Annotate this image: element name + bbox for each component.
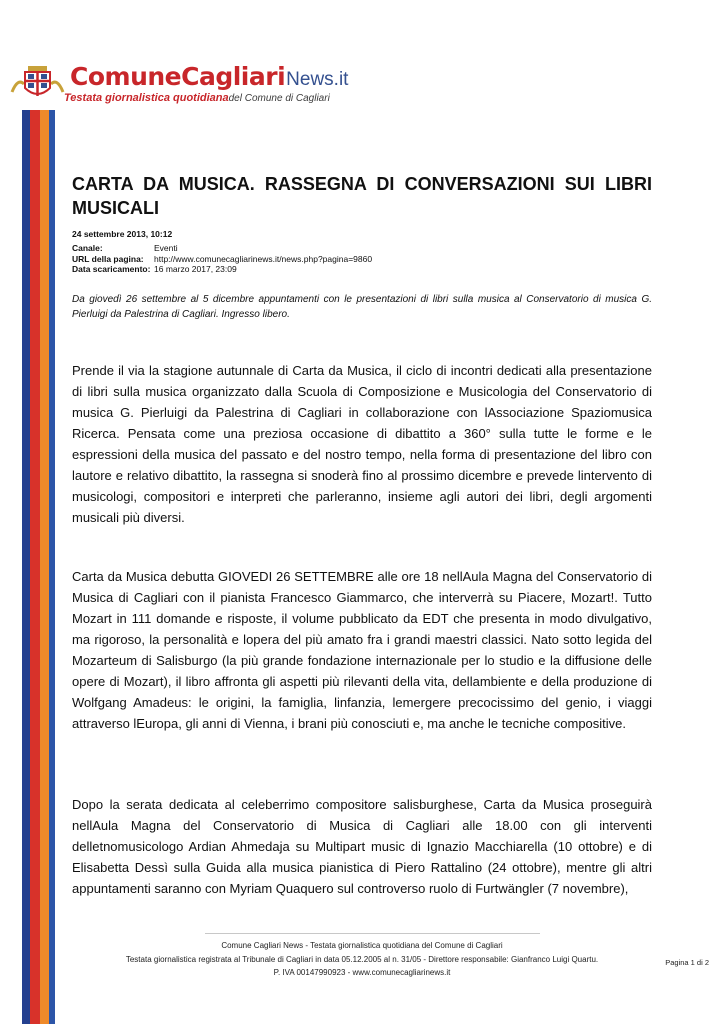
article-date: 24 settembre 2013, 10:12: [72, 229, 173, 239]
meta-row-url: [72, 254, 652, 265]
brand-suffix: News.it: [286, 69, 349, 90]
footer-line-2: Testata giornalistica registrata al Tribunale di Cagliari in data 05.12.2005 al n. 31/05 - Direttore responsabile: Gianfranco Luigi Quartu.: [125, 954, 599, 964]
brand-name: ComuneCagliari: [70, 62, 286, 91]
footer-line-1: Comune Cagliari News - Testata giornalistica quotidiana del Comune di Cagliari: [221, 941, 503, 950]
meta-url-link[interactable]: http://www.comunecagliarinews.it/news.php?pagina=9860: [154, 253, 373, 264]
side-stripe-blue-2: [49, 0, 55, 1024]
coat-of-arms-icon: [10, 62, 65, 104]
article-paragraph-2: Carta da Musica debutta GIOVEDI 26 SETTEMBRE alle ore 18 nellAula Magna del Conservatorio di Musica di Cagliari con il pianista Francesco Giammarco, che interverrà su Piacere, Mozart!. Tutto Mozart in 111 domande e risposte, il volume pubblicato da EDT che presenta in modo divulgativo, ma rigoroso, la personalità e lopera del più amato fra i grandi maestri classici. Nato sotto legida del Mozarteum di Salisburgo (la più grande fondazione internazionale per lo studio e la diffusione delle opere di Mozart), il libro affronta gli aspetti più rilevanti della vita, dellambiente e della produzione di Wolfgang Amadeus: le origini, la famiglia, linfanzia, lemergere precocissimo del genio, i viaggi attraverso lEuropa, gli anni di Vienna, i brani più conosciuti e, ma anche le tecniche compositive.: [72, 569, 652, 731]
footer-line-3: P. IVA 00147990923 - www.comunecagliarinews.it: [273, 968, 451, 977]
article-title: CARTA DA MUSICA. RASSEGNA DI CONVERSAZIONI SUI LIBRI MUSICALI: [72, 174, 652, 218]
tagline-main: Testata giornalistica quotidiana: [64, 92, 229, 104]
article-lead: Da giovedì 26 settembre al 5 dicembre appuntamenti con le presentazioni di libri sulla musica al Conservatorio di musica G. Pierluigi da Palestrina di Cagliari. Ingresso libero.: [72, 294, 652, 320]
footer-divider: [205, 933, 540, 934]
article-meta: [72, 243, 652, 275]
brand-tagline: [64, 92, 330, 104]
meta-value: Eventi: [154, 243, 178, 253]
page-number: Pagina 1 di 2: [665, 958, 709, 967]
side-stripe-orange: [40, 0, 49, 1024]
meta-row-channel: [72, 243, 652, 254]
page-footer: [72, 939, 652, 980]
side-stripe-blue: [22, 0, 30, 1024]
meta-row-download-date: [72, 264, 652, 275]
meta-label: Data scaricamento:: [72, 264, 151, 274]
side-stripe-red: [30, 0, 40, 1024]
meta-label: Canale:: [72, 243, 103, 253]
stripe-top-gap: [22, 0, 55, 52]
article-paragraph-1: Prende il via la stagione autunnale di Carta da Musica, il ciclo di incontri dedicati alla presentazione di libri sulla musica organizzato dalla Scuola di Composizione e Musicologia del Conservatorio di musica G. Pierluigi da Palestrina di Cagliari in collaborazione con lAssociazione Spaziomusica Ricerca. Pensata come una preziosa occasione di dibattito a 360° sulla tutte le forme e le espressioni della musica del passato e del nostro tempo, nella forma di presentazione del libro con lautore e relativo dibattito, la rassegna si snoderà fino al prossimo dicembre e prevede lintervento di musicologi, compositori e interpreti che parleranno, insieme agli autori dei libri, degli argomenti musicali più diversi.: [72, 363, 652, 525]
masthead-logo: [10, 60, 349, 110]
meta-value: 16 marzo 2017, 23:09: [154, 264, 237, 274]
article-paragraph-3: Dopo la serata dedicata al celeberrimo compositore salisburghese, Carta da Musica proseguirà nellAula Magna del Conservatorio di Musica di Cagliari alle 18.00 con gli interventi delletnomusicologo Ardian Ahmedaja su Multipart music di Ignazio Macchiarella (10 ottobre) e di Elisabetta Dessì sulla Guida alla musica pianistica di Piero Rattalino (24 ottobre), mentre gli altri appuntamenti saranno con Myriam Quaquero sul controverso ruolo di Furtwängler (7 novembre),: [72, 797, 652, 896]
meta-label: URL della pagina:: [72, 253, 144, 264]
tagline-secondary: del Comune di Cagliari: [228, 93, 330, 104]
